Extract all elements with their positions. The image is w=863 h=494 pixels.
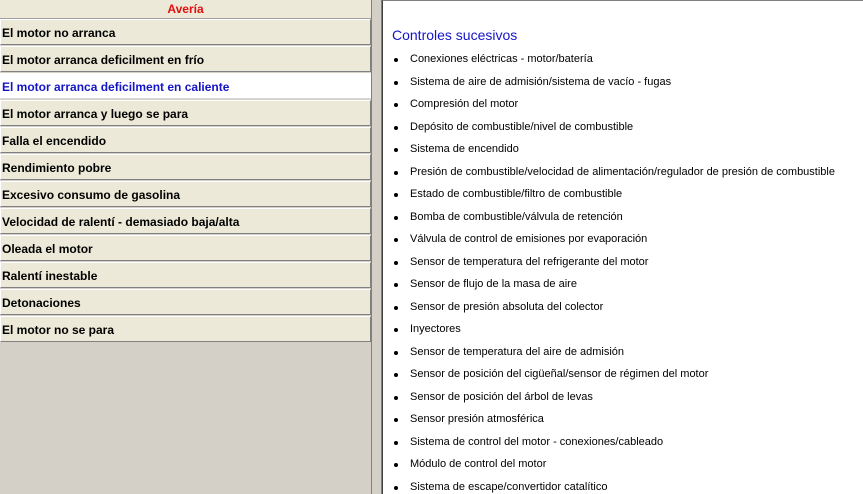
fault-item[interactable]: Rendimiento pobre [0, 154, 371, 180]
check-item [383, 161, 835, 184]
checks-panel [382, 0, 863, 494]
fault-item[interactable]: Velocidad de ralentí - demasiado baja/alta [0, 208, 371, 234]
check-label: Sistema de control del motor - conexiones/cableado [410, 435, 664, 448]
check-label: Inyectores [410, 323, 461, 335]
check-label: Sistema de escape/convertidor catalítico [410, 480, 608, 493]
check-item [383, 431, 835, 454]
check-item [383, 251, 835, 274]
check-label: Conexiones eléctricas - motor/batería [410, 53, 593, 65]
check-label: Sensor de flujo de la masa de aire [410, 278, 577, 290]
check-label: Estado de combustible/filtro de combustible [410, 188, 623, 200]
fault-item[interactable]: Detonaciones [0, 289, 371, 315]
check-item [383, 48, 835, 71]
check-label: Sistema de encendido [410, 143, 519, 155]
check-label: Depósito de combustible/nivel de combustible [410, 120, 634, 133]
panel-splitter[interactable] [372, 0, 382, 494]
bullet-icon [394, 373, 398, 377]
fault-panel [0, 0, 372, 494]
check-label: Sensor de posición del cigüeñal/sensor de régimen del motor [410, 368, 709, 380]
check-label: Sistema de aire de admisión/sistema de vacío - fugas [410, 75, 672, 88]
bullet-icon [394, 441, 398, 445]
fault-item[interactable]: Falla el encendido [0, 127, 371, 153]
check-label: Presión de combustible/velocidad de alimentación/regulador de presión de combustible [410, 165, 835, 178]
check-label: Sensor presión atmosférica [410, 413, 544, 425]
check-item [383, 453, 835, 476]
check-item [383, 386, 835, 409]
check-label: Sensor de temperatura del refrigerante del motor [410, 255, 649, 268]
fault-panel-header: Avería [0, 0, 371, 19]
bullet-icon [394, 306, 398, 310]
check-label: Sensor de posición del árbol de levas [410, 390, 593, 403]
check-item [383, 273, 835, 296]
check-label: Bomba de combustible/válvula de retención [410, 210, 623, 223]
bullet-icon [394, 283, 398, 287]
check-item [383, 71, 835, 94]
bullet-icon [394, 103, 398, 107]
fault-item[interactable]: Ralentí inestable [0, 262, 371, 288]
bullet-icon [394, 351, 398, 355]
fault-item[interactable]: Excesivo consumo de gasolina [0, 181, 371, 207]
check-label: Módulo de control del motor [410, 458, 547, 470]
check-item [383, 228, 835, 251]
fault-item[interactable]: Oleada el motor [0, 235, 371, 261]
checks-list [383, 48, 835, 494]
check-item [383, 296, 835, 319]
fault-item[interactable]: El motor no arranca [0, 19, 371, 45]
check-item [383, 206, 835, 229]
check-item [383, 183, 835, 206]
check-label: Sensor de presión absoluta del colector [410, 300, 604, 313]
check-item [383, 363, 835, 386]
bullet-icon [394, 193, 398, 197]
bullet-icon [394, 328, 398, 332]
bullet-icon [394, 216, 398, 220]
bullet-icon [394, 486, 398, 490]
check-item [383, 93, 835, 116]
check-label: Válvula de control de emisiones por evaporación [410, 233, 648, 245]
bullet-icon [394, 396, 398, 400]
fault-item[interactable]: El motor no se para [0, 316, 371, 342]
fault-list [0, 19, 371, 342]
check-item [383, 341, 835, 364]
bullet-icon [394, 126, 398, 130]
fault-item[interactable]: El motor arranca y luego se para [0, 100, 371, 126]
bullet-icon [394, 58, 398, 62]
fault-item[interactable]: El motor arranca deficilment en caliente [0, 73, 371, 99]
bullet-icon [394, 463, 398, 467]
check-item [383, 408, 835, 431]
check-item [383, 138, 835, 161]
bullet-icon [394, 148, 398, 152]
check-label: Compresión del motor [410, 98, 519, 110]
check-label: Sensor de temperatura del aire de admisión [410, 345, 625, 358]
bullet-icon [394, 171, 398, 175]
bullet-icon [394, 81, 398, 85]
checks-title: Controles sucesivos [392, 27, 518, 43]
check-item [383, 318, 835, 341]
check-item [383, 116, 835, 139]
bullet-icon [394, 261, 398, 265]
bullet-icon [394, 418, 398, 422]
fault-item[interactable]: El motor arranca deficilment en frío [0, 46, 371, 72]
check-item [383, 476, 835, 494]
bullet-icon [394, 238, 398, 242]
